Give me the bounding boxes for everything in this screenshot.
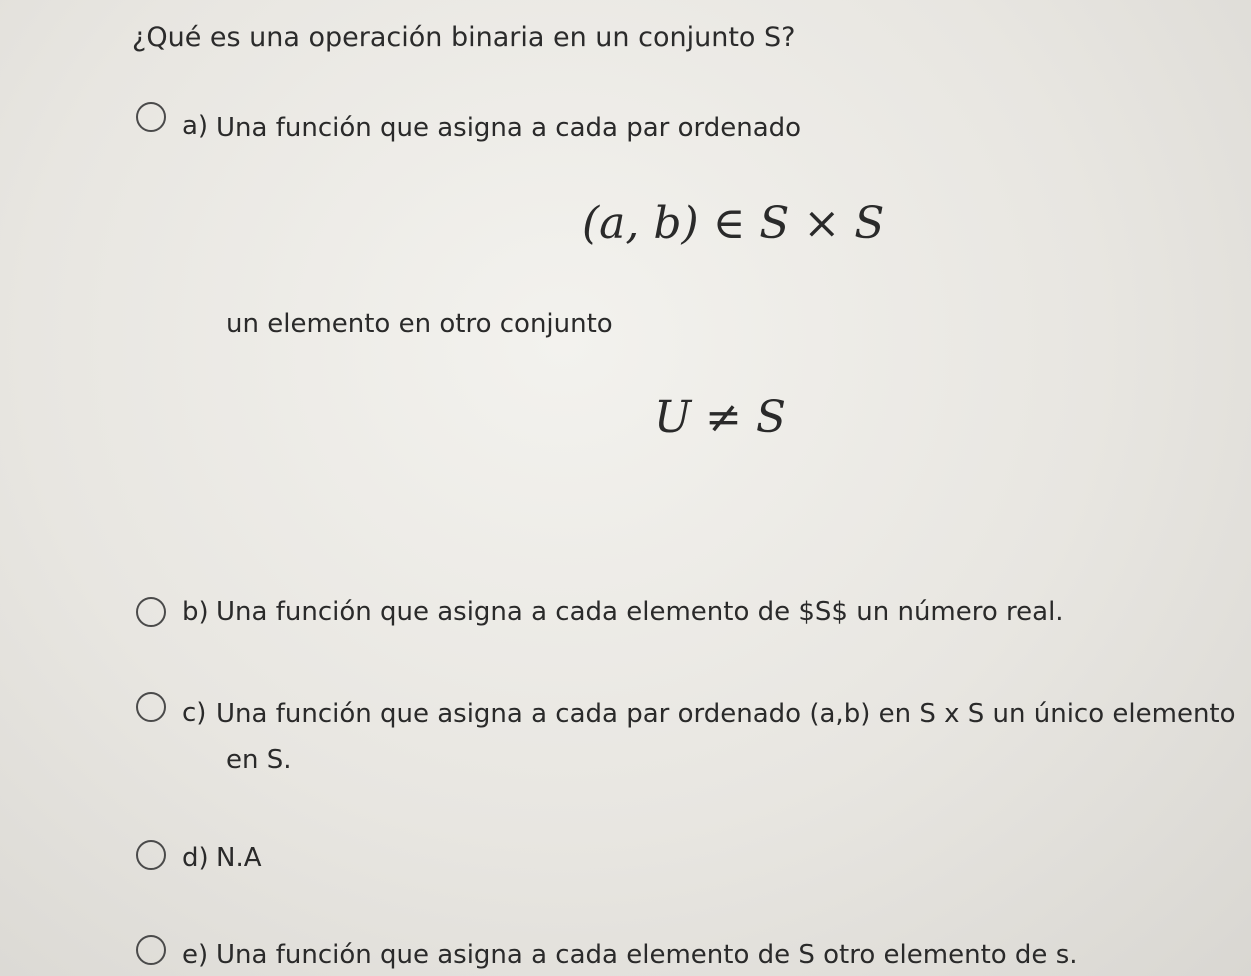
math-expression-not-equal: U ≠ S [654,392,787,443]
option-text: Una función que asigna a cada elemento de $S$ un número real. [216,597,1064,627]
question-text: ¿Qué es una operación binaria en un conjunto S? [132,22,796,53]
radio-button-c[interactable] [136,692,166,722]
option-text: Una función que asigna a cada par ordenado (a,b) en S x S un único elemento [216,699,1236,729]
option-text: Una función que asigna a cada par ordenado [216,113,802,143]
option-a[interactable] [136,101,801,148]
option-d[interactable] [136,839,262,878]
option-text: Una función que asigna a cada elemento de S otro elemento de s. [216,940,1078,970]
option-letter: b) [182,597,209,627]
option-c-continuation: en S. [226,745,292,775]
option-letter: e) [182,940,209,970]
radio-button-d[interactable] [136,840,166,870]
math-expression-cartesian: (a, b) ∈ S × S [582,198,885,249]
option-letter: a) [182,111,209,141]
option-letter: d) [182,843,209,873]
radio-button-a[interactable] [136,102,166,132]
radio-button-e[interactable] [136,935,166,965]
option-c[interactable] [136,691,1236,734]
option-b[interactable] [136,596,1064,632]
option-e[interactable] [136,934,1078,975]
option-text: N.A [216,843,262,873]
option-a-continuation: un elemento en otro conjunto [226,309,613,339]
radio-button-b[interactable] [136,597,166,627]
option-letter: c) [182,698,207,728]
